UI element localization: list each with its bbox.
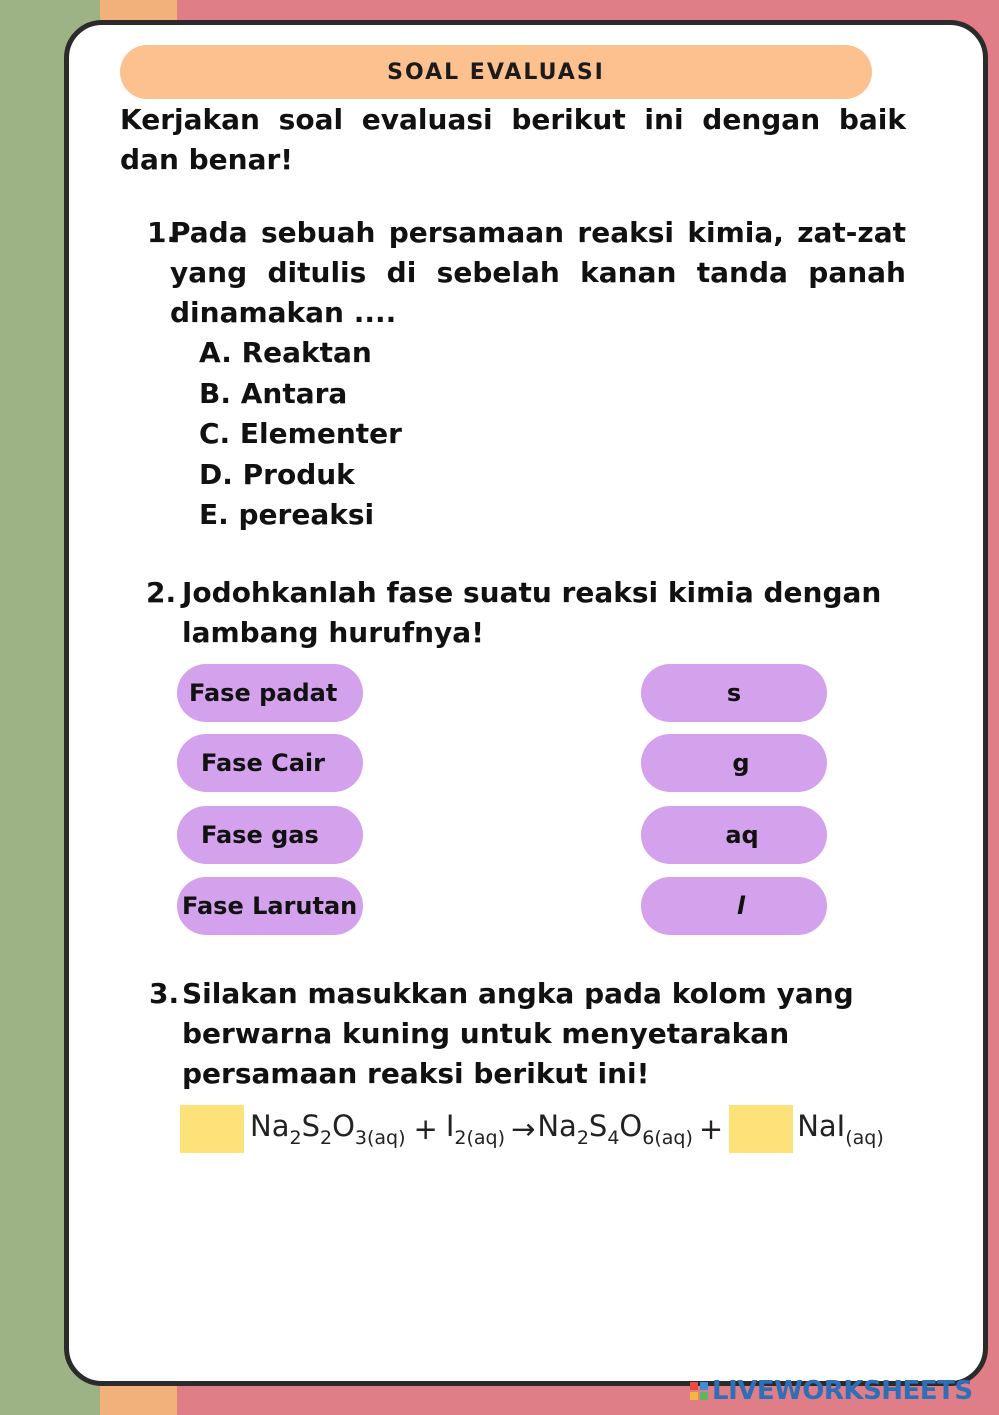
match-left-fase-gas[interactable]: Fase gas xyxy=(177,806,363,864)
question-1-options xyxy=(199,333,402,536)
answer-box-2[interactable] xyxy=(729,1105,793,1153)
option-d[interactable]: D. Produk xyxy=(199,457,355,491)
option-e[interactable]: E. pereaksi xyxy=(199,498,375,531)
question-1-text: Pada sebuah persamaan reaksi kimia, zat-zat yang ditulis di sebelah kanan tanda panah dinamakan .... xyxy=(170,216,906,329)
liveworksheets-logo xyxy=(690,1374,973,1408)
question-2-text: Jodohkanlah fase suatu reaksi kimia dengan lambang hurufnya! xyxy=(182,576,882,649)
match-right-l[interactable]: l xyxy=(641,877,827,935)
plus-sign-2: + xyxy=(698,1112,724,1146)
logo-text: LIVEWORKSHEETS xyxy=(712,1376,973,1406)
top-orange-stripe xyxy=(100,0,177,22)
question-2-number: 2. xyxy=(146,576,177,609)
reaction-arrow-icon: → xyxy=(511,1112,536,1146)
reactant-i2: $I_{2(aq)}$ xyxy=(445,1109,506,1149)
match-left-fase-larutan[interactable]: Fase Larutan xyxy=(177,877,363,935)
product-nai: NaI$_{(aq)}$ xyxy=(797,1109,884,1149)
option-b[interactable]: B. Antara xyxy=(199,376,348,410)
option-a[interactable]: A. Reaktan xyxy=(199,336,372,369)
chemical-equation xyxy=(180,1103,884,1155)
match-left-fase-padat[interactable]: Fase padat xyxy=(177,664,363,722)
answer-box-1[interactable] xyxy=(180,1105,244,1153)
match-right-aq[interactable]: aq xyxy=(641,806,827,864)
product-na2s4o6: $Na_2S_4O_{6(aq)}$ xyxy=(537,1109,693,1149)
match-right-g[interactable]: g xyxy=(641,734,827,792)
option-c[interactable]: C. Elementer xyxy=(199,417,402,450)
reactant-na2s2o3: $Na_2S_2O_{3(aq)}$ xyxy=(250,1109,406,1149)
match-right-s[interactable]: s xyxy=(641,664,827,722)
question-3-number: 3. xyxy=(149,977,180,1010)
instructions: Kerjakan soal evaluasi berikut ini dengan baik dan benar! xyxy=(120,103,906,176)
page-title: SOAL EVALUASI xyxy=(120,45,872,99)
bottom-orange-stripe xyxy=(100,1385,177,1415)
question-3-text: Silakan masukkan angka pada kolom yang berwarna kuning untuk menyetarakan persamaan reaksi berikut ini! xyxy=(182,977,854,1090)
logo-squares-icon xyxy=(690,1382,708,1400)
plus-sign: + xyxy=(413,1112,438,1146)
question-1-number: 1. xyxy=(147,216,178,249)
match-left-fase-cair[interactable]: Fase Cair xyxy=(177,734,363,792)
